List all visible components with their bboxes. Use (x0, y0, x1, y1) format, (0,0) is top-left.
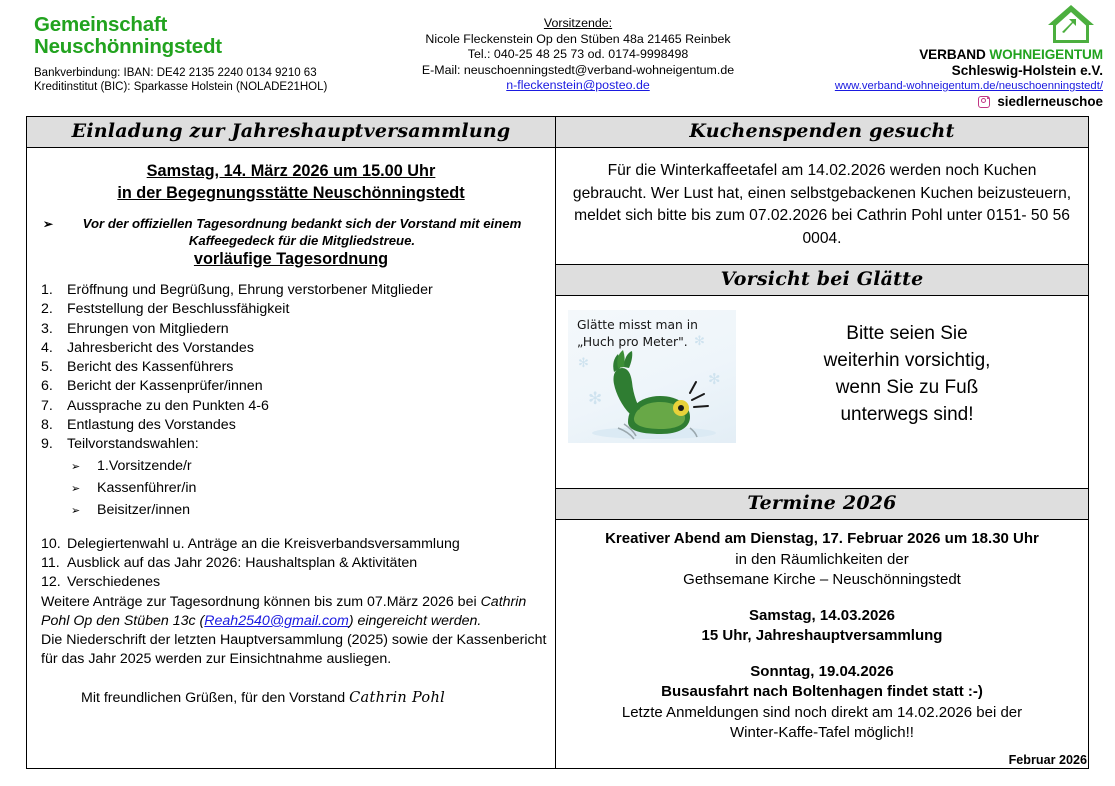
dates-section (556, 489, 1088, 756)
signature-name: Cathrin Pohl (349, 689, 446, 706)
instagram-row[interactable] (793, 94, 1103, 109)
agenda-item-text: Bericht des Kassenführers (67, 359, 234, 376)
agenda-item-number: 5. (41, 359, 53, 376)
agenda-item-text: Delegiertenwahl u. Anträge an die Kreisverbandsversammlung (67, 535, 460, 552)
chairperson-label: Vorsitzende: (543, 16, 613, 30)
agenda-item-text: Feststellung der Beschlussfähigkeit (67, 301, 290, 318)
motion-outro-text: ) eingereicht werden. (348, 612, 482, 629)
organization-name-line2: Neuschönningstedt (34, 35, 222, 58)
election-sub-item-text: Beisitzer/innen (97, 501, 191, 518)
chairperson-name-address: Nicole Fleckenstein Op den Stüben 48a 21465 Reinbek (425, 31, 731, 46)
agenda-item-number: 2. (41, 301, 53, 318)
agenda-item-text: Teilvorstandswahlen: (67, 436, 199, 453)
motion-deadline-paragraph (33, 593, 549, 632)
ice-warning-text (736, 310, 1078, 428)
meeting-date-time: Samstag, 14. März 2026 um 15.00 Uhr (146, 162, 436, 180)
chairperson-email-org: E-Mail: neuschoenningstedt@verband-wohneigentum.de (421, 62, 735, 77)
bank-iban: Bankverbindung: IBAN: DE42 2135 2240 0134 9210 63 (34, 67, 317, 79)
agenda-item (41, 281, 549, 300)
ice-warning-line1: Bitte seien Sie (846, 323, 968, 344)
agenda-item (41, 535, 549, 554)
agenda-item-number: 12. (41, 574, 61, 591)
event2-date: Samstag, 14.03.2026 (749, 606, 895, 624)
closing-regards-text: Mit freundlichen Grüßen, für den Vorstand (81, 689, 350, 706)
agenda-item (41, 358, 549, 377)
agenda-item-text: Aussprache zu den Punkten 4-6 (67, 397, 269, 414)
election-sub-item-text: 1.Vorsitzende/r (97, 457, 192, 474)
association-website-link[interactable]: www.verband-wohneigentum.de/neuschoenningstedt/ (834, 80, 1103, 92)
association-brand-block (793, 2, 1103, 109)
agenda-item (41, 416, 549, 435)
agenda-item (41, 377, 549, 396)
event3-line3: Letzte Anmeldungen sind noch direkt am 14.02.2026 bei der (621, 703, 1023, 721)
arrow-bullet-icon: ➢ (42, 217, 54, 231)
ice-warning-section-title: Vorsicht bei Glätte (556, 265, 1088, 296)
agenda-item (41, 397, 549, 416)
event1-line3: Gethsemane Kirche – Neuschönningstedt (683, 571, 961, 588)
agenda-item-text: Entlastung des Vorstandes (67, 417, 236, 434)
agenda-item (41, 339, 549, 358)
agenda-item-text: Jahresbericht des Vorstandes (67, 339, 254, 356)
spacer (566, 591, 1078, 606)
instagram-handle: siedlerneuschoe (997, 94, 1103, 109)
page-header (0, 0, 1115, 110)
association-name-green: WOHNEIGENTUM (989, 47, 1103, 62)
slipping-frog-cartoon: ✻ ✻ ✻ ✻ Glätte misst man in „Huch pro Meter". (568, 310, 736, 443)
agenda-item (41, 300, 549, 319)
election-sub-item (71, 478, 549, 500)
event1-title: Kreativer Abend am Dienstag, 17. Februar 2026 um 18.30 Uhr (605, 530, 1039, 547)
meeting-headline (33, 160, 549, 204)
agenda-item-number: 7. (41, 397, 53, 414)
agenda-item (41, 435, 549, 454)
election-sub-item (71, 456, 549, 478)
invitation-section-body (27, 148, 555, 768)
ice-warning-line4: unterwegs sind! (840, 404, 974, 425)
coffee-note-text: Vor der offiziellen Tagesordnung bedankt sich der Vorstand mit einem Kaffeegedeck für die Mitgliedstreue. (82, 216, 522, 248)
bank-institute: Kreditinstitut (BIC): Sparkasse Holstein (NOLADE21HOL) (34, 80, 328, 93)
election-sub-item-text: Kassenführer/in (97, 479, 197, 496)
agenda-item-number: 9. (41, 436, 53, 453)
cake-section-body: Für die Winterkaffeetafel am 14.02.2026 werden noch Kuchen gebraucht. Wer Lust hat, einen selbstgebackenen Kuchen beizusteuern, meldet sich bitte bis zum 07.02.2026 bei Cathrin Pohl unter 0151- 50 56 0004. (572, 162, 1072, 247)
event2-detail: 15 Uhr, Jahreshauptversammlung (701, 627, 943, 644)
association-name (793, 47, 1103, 62)
agenda-item-number: 11. (41, 554, 60, 571)
footer-date: Februar 2026 (1008, 753, 1087, 767)
organization-name (34, 14, 384, 58)
chairperson-phone: Tel.: 040-25 48 25 73 od. 0174-9998498 (467, 47, 689, 62)
closing-regards (33, 690, 549, 706)
organization-block (34, 14, 384, 94)
bank-details (34, 67, 384, 94)
ice-warning-section (556, 265, 1088, 489)
agenda-item-text: Bericht der Kassenprüfer/innen (67, 378, 263, 395)
agenda-item-number: 1. (41, 282, 53, 298)
invitation-section-title: Einladung zur Jahreshauptversammlung (27, 117, 555, 148)
instagram-icon (978, 96, 990, 108)
cartoon-caption-line2: „Huch pro Meter". (577, 335, 688, 349)
association-state: Schleswig-Holstein e.V. (951, 63, 1103, 78)
agenda-item-text: Ehrungen von Mitgliedern (67, 320, 229, 337)
content-table (26, 116, 1089, 769)
agenda-list-continued (33, 535, 549, 593)
election-sub-list (33, 456, 549, 522)
contact-block (378, 16, 778, 94)
dates-section-body (556, 520, 1088, 756)
agenda-item-number: 10. (41, 535, 61, 552)
coffee-note (33, 215, 549, 249)
election-sub-item (71, 500, 549, 522)
agenda-item (41, 573, 549, 592)
event3-title: Busausfahrt nach Boltenhagen findet statt :-) (661, 683, 983, 700)
agenda-item-text: Eröffnung und Begrüßung, Ehrung verstorbener Mitglieder (67, 282, 433, 298)
event3-line4: Winter-Kaffe-Tafel möglich!! (730, 724, 914, 741)
agenda-item-number: 6. (41, 378, 53, 395)
ice-warning-line3: wenn Sie zu Fuß (835, 377, 979, 398)
ice-warning-line2: weiterhin vorsichtig, (823, 350, 991, 371)
motion-email-link[interactable]: Reah2540@gmail.com (204, 612, 349, 629)
left-column (27, 117, 556, 768)
motion-contact-text: Cathrin Pohl Op den Stüben 13c ( (41, 593, 527, 629)
house-logo-icon (1045, 2, 1097, 46)
agenda-item (41, 554, 549, 573)
meeting-venue: in der Begegnungsstätte Neuschönningstedt (117, 184, 465, 202)
agenda-subheading: vorläufige Tagesordnung (193, 250, 389, 268)
cartoon-caption-line1: Glätte misst man in (577, 318, 698, 332)
event1-line2: in den Räumlichkeiten der (735, 550, 909, 568)
cake-section (556, 117, 1088, 265)
event3-date: Sonntag, 19.04.2026 (750, 662, 894, 680)
right-column (556, 117, 1088, 768)
ice-warning-section-body (556, 296, 1088, 488)
arrow-bullet-icon: ➢ (71, 482, 81, 495)
organization-name-line1: Gemeinschaft (34, 13, 168, 36)
minutes-paragraph: Die Niederschrift der letzten Hauptversammlung (2025) sowie der Kassenbericht für das Jahr 2025 werden zur Einsichtnahme ausliegen. (41, 632, 547, 668)
agenda-item (41, 320, 549, 339)
agenda-item-number: 4. (41, 339, 53, 356)
dates-section-title: Termine 2026 (556, 489, 1088, 520)
arrow-bullet-icon: ➢ (71, 504, 81, 517)
arrow-bullet-icon: ➢ (71, 460, 81, 473)
spacer (566, 647, 1078, 662)
chairperson-email-personal-link[interactable]: n-fleckenstein@posteo.de (506, 78, 650, 93)
agenda-item-number: 3. (41, 320, 53, 337)
agenda-item-text: Ausblick auf das Jahr 2026: Haushaltsplan & Aktivitäten (67, 554, 418, 571)
agenda-item-number: 8. (41, 417, 53, 434)
cake-section-title: Kuchenspenden gesucht (556, 117, 1088, 148)
motion-intro-text: Weitere Anträge zur Tagesordnung können bis zum 07.März 2026 bei (41, 593, 481, 610)
agenda-list (33, 281, 549, 455)
association-name-black: VERBAND (919, 47, 990, 62)
agenda-item-text: Verschiedenes (67, 574, 161, 591)
